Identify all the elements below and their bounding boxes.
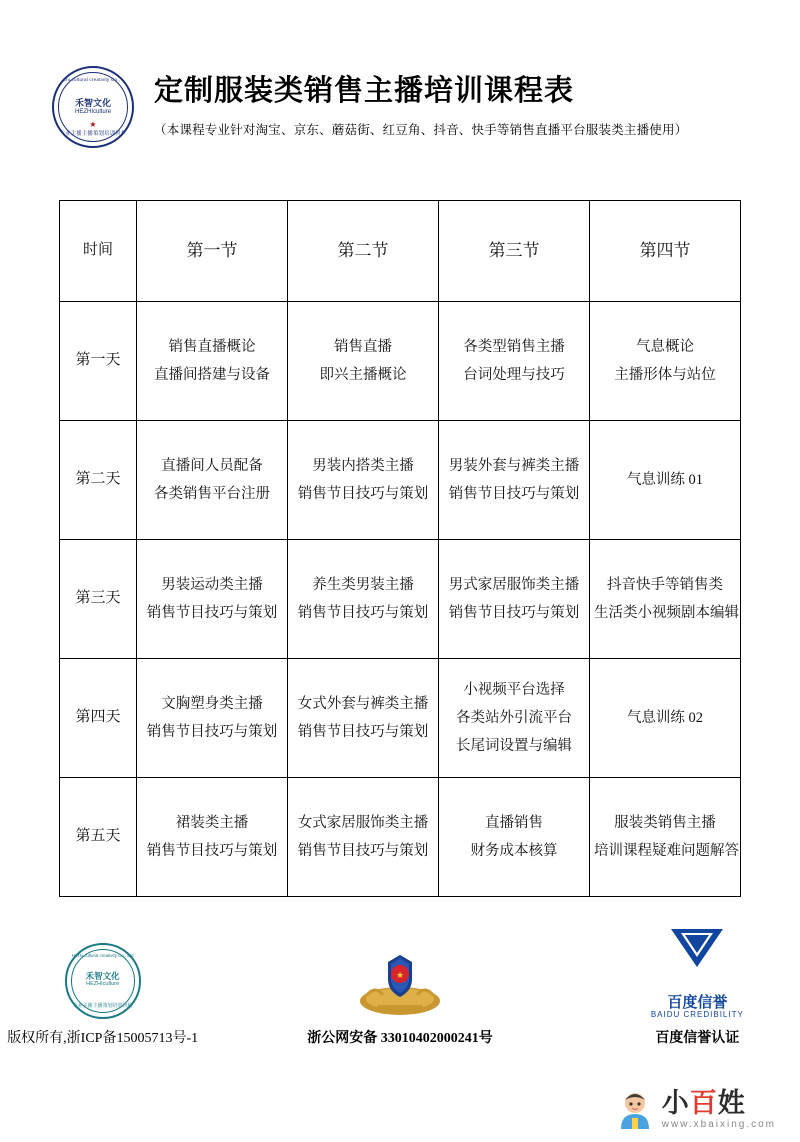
table-row <box>60 778 741 897</box>
schedule-cell <box>439 302 590 421</box>
schedule-cell-line: 直播间人员配备 <box>161 457 263 474</box>
schedule-cell <box>137 778 288 897</box>
footer-badges <box>0 927 800 1047</box>
schedule-cell-line: 服装类销售主播 <box>614 814 716 831</box>
schedule-cell <box>590 540 741 659</box>
schedule-cell <box>288 302 439 421</box>
logo-arc-bottom-text: 专业主播主播策划培训机构 <box>59 131 127 137</box>
schedule-cell-line: 女式家居服饰类主播 <box>297 814 429 831</box>
schedule-cell-line: 销售节目技巧与策划 <box>297 605 429 621</box>
schedule-cell-line: 即兴主播概论 <box>319 367 407 383</box>
schedule-cell <box>590 659 741 778</box>
column-header-session-2: 第二节 <box>288 201 439 302</box>
site-watermark <box>614 1090 776 1130</box>
schedule-cell <box>137 421 288 540</box>
schedule-cell-line: 销售节目技巧与策划 <box>297 843 429 859</box>
watermark-title <box>662 1090 776 1117</box>
page-subtitle: （本课程专业针对淘宝、京东、蘑菇街、红豆角、抖音、快手等销售直播平台服装类主播使用） <box>154 123 688 137</box>
schedule-cell-line: 长尾词设置与编辑 <box>456 738 572 755</box>
watermark-text-block <box>662 1090 776 1130</box>
company-logo-small-icon <box>65 943 141 1019</box>
watermark-mascot-icon <box>614 1090 656 1130</box>
column-header-session-3: 第三节 <box>439 201 590 302</box>
schedule-cell-line: 裙装类主播 <box>175 814 249 831</box>
page-title: 定制服装类销售主播培训课程表 <box>154 75 575 107</box>
column-header-session-1: 第一节 <box>137 201 288 302</box>
schedule-cell <box>590 302 741 421</box>
table-body <box>60 302 741 897</box>
schedule-cell-line: 销售节目技巧与策划 <box>146 605 278 621</box>
column-header-session-4: 第四节 <box>590 201 741 302</box>
schedule-cell-line: 主播形体与站位 <box>614 367 716 383</box>
badge-baidu <box>595 927 800 1047</box>
schedule-cell-line: 销售节目技巧与策划 <box>146 724 278 740</box>
schedule-cell-line: 养生类男装主播 <box>312 576 414 593</box>
header-text-block <box>154 62 687 138</box>
schedule-cell-line: 销售节目技巧与策划 <box>448 605 580 621</box>
logo-company-en: HEZHIculture <box>74 109 111 115</box>
schedule-cell-line: 销售节目技巧与策划 <box>297 724 429 740</box>
schedule-cell-line: 男装内搭类主播 <box>312 457 414 474</box>
baidu-certification-label: 百度信誉认证 <box>655 1031 740 1046</box>
mini-logo-arc-bottom: 专业主播主播策划培训机构 <box>72 1003 133 1009</box>
column-header-time: 时间 <box>60 201 137 302</box>
document-header <box>0 0 800 148</box>
schedule-cell <box>137 540 288 659</box>
mini-logo-en: HEZHIculture <box>86 981 120 987</box>
schedule-cell <box>137 659 288 778</box>
watermark-char-3: 姓 <box>717 1088 746 1118</box>
schedule-table-wrapper <box>59 200 741 897</box>
schedule-cell <box>288 659 439 778</box>
schedule-cell-line: 气息概论 <box>636 338 694 355</box>
schedule-cell-line: 直播间搭建与设备 <box>154 367 270 383</box>
schedule-cell <box>288 421 439 540</box>
schedule-cell-line: 销售节目技巧与策划 <box>297 486 429 502</box>
schedule-cell-line: 培训课程疑难问题解答 <box>594 843 739 859</box>
mini-logo-cn: 禾智文化 <box>85 971 120 981</box>
logo-star-icon: ★ <box>89 120 97 129</box>
schedule-cell-line: 抖音快手等销售类 <box>607 576 723 593</box>
row-day-label: 第四天 <box>60 659 137 778</box>
police-emblem-icon <box>357 947 443 1019</box>
schedule-table <box>59 200 741 897</box>
schedule-cell-line: 直播销售 <box>485 814 543 831</box>
police-record-label: 浙公网安备 33010402000241号 <box>307 1031 493 1046</box>
baidu-mark-en: BAIDU CREDIBILITY <box>650 1010 744 1019</box>
table-row <box>60 659 741 778</box>
schedule-cell-line: 各类型销售主播 <box>463 338 565 355</box>
schedule-cell <box>439 421 590 540</box>
schedule-cell-line: 销售直播 <box>334 338 392 355</box>
schedule-cell-line: 小视频平台选择 <box>463 681 565 698</box>
badge-icp <box>0 943 205 1047</box>
schedule-cell <box>439 540 590 659</box>
schedule-cell <box>439 659 590 778</box>
schedule-cell-line: 财务成本核算 <box>470 843 558 859</box>
schedule-cell-line: 女式外套与裤类主播 <box>297 695 429 712</box>
badge-police <box>297 947 502 1047</box>
schedule-cell <box>137 302 288 421</box>
svg-text:★: ★ <box>395 970 405 980</box>
row-day-label: 第一天 <box>60 302 137 421</box>
watermark-char-2: 百 <box>689 1088 718 1118</box>
company-logo-icon <box>52 66 134 148</box>
schedule-cell <box>590 421 741 540</box>
watermark-url: www.xbaixing.com <box>661 1119 776 1130</box>
schedule-cell-line: 男式家居服饰类主播 <box>448 576 580 593</box>
schedule-cell-line: 销售直播概论 <box>168 338 256 355</box>
schedule-cell-line: 文胸塑身类主播 <box>161 695 263 712</box>
schedule-cell <box>439 778 590 897</box>
schedule-cell-line: 生活类小视频剧本编辑 <box>594 605 739 621</box>
table-header-row-group <box>60 201 741 302</box>
schedule-cell-line: 男装运动类主播 <box>161 576 263 593</box>
schedule-cell-line: 气息训练 02 <box>626 709 704 726</box>
baidu-mark-cn: 百度信誉 <box>667 994 728 1011</box>
logo-arc-top-text: Hezhi cultural creativity Co., Ltd <box>57 77 129 82</box>
schedule-cell-line: 销售节目技巧与策划 <box>448 486 580 502</box>
table-row <box>60 540 741 659</box>
row-day-label: 第五天 <box>60 778 137 897</box>
row-day-label: 第三天 <box>60 540 137 659</box>
table-row <box>60 421 741 540</box>
schedule-cell-line: 气息训练 01 <box>626 471 704 488</box>
table-row <box>60 302 741 421</box>
row-day-label: 第二天 <box>60 421 137 540</box>
mini-logo-arc-top: Hezhi cultural creativity Co., Ltd <box>71 953 134 958</box>
watermark-char-1: 小 <box>661 1088 690 1118</box>
schedule-cell-line: 台词处理与技巧 <box>463 367 565 383</box>
table-header-row <box>60 201 741 302</box>
schedule-cell-line: 男装外套与裤类主播 <box>448 457 580 474</box>
schedule-cell-line: 各类销售平台注册 <box>154 486 270 502</box>
schedule-cell-line: 各类站外引流平台 <box>456 709 572 726</box>
icp-record-label: 版权所有,浙ICP备15005713号-1 <box>7 1031 199 1046</box>
schedule-cell <box>590 778 741 897</box>
logo-company-cn: 禾智文化 <box>74 98 111 108</box>
baidu-credibility-icon <box>651 927 743 991</box>
schedule-cell-line: 销售节目技巧与策划 <box>146 843 278 859</box>
schedule-cell <box>288 778 439 897</box>
schedule-cell <box>288 540 439 659</box>
